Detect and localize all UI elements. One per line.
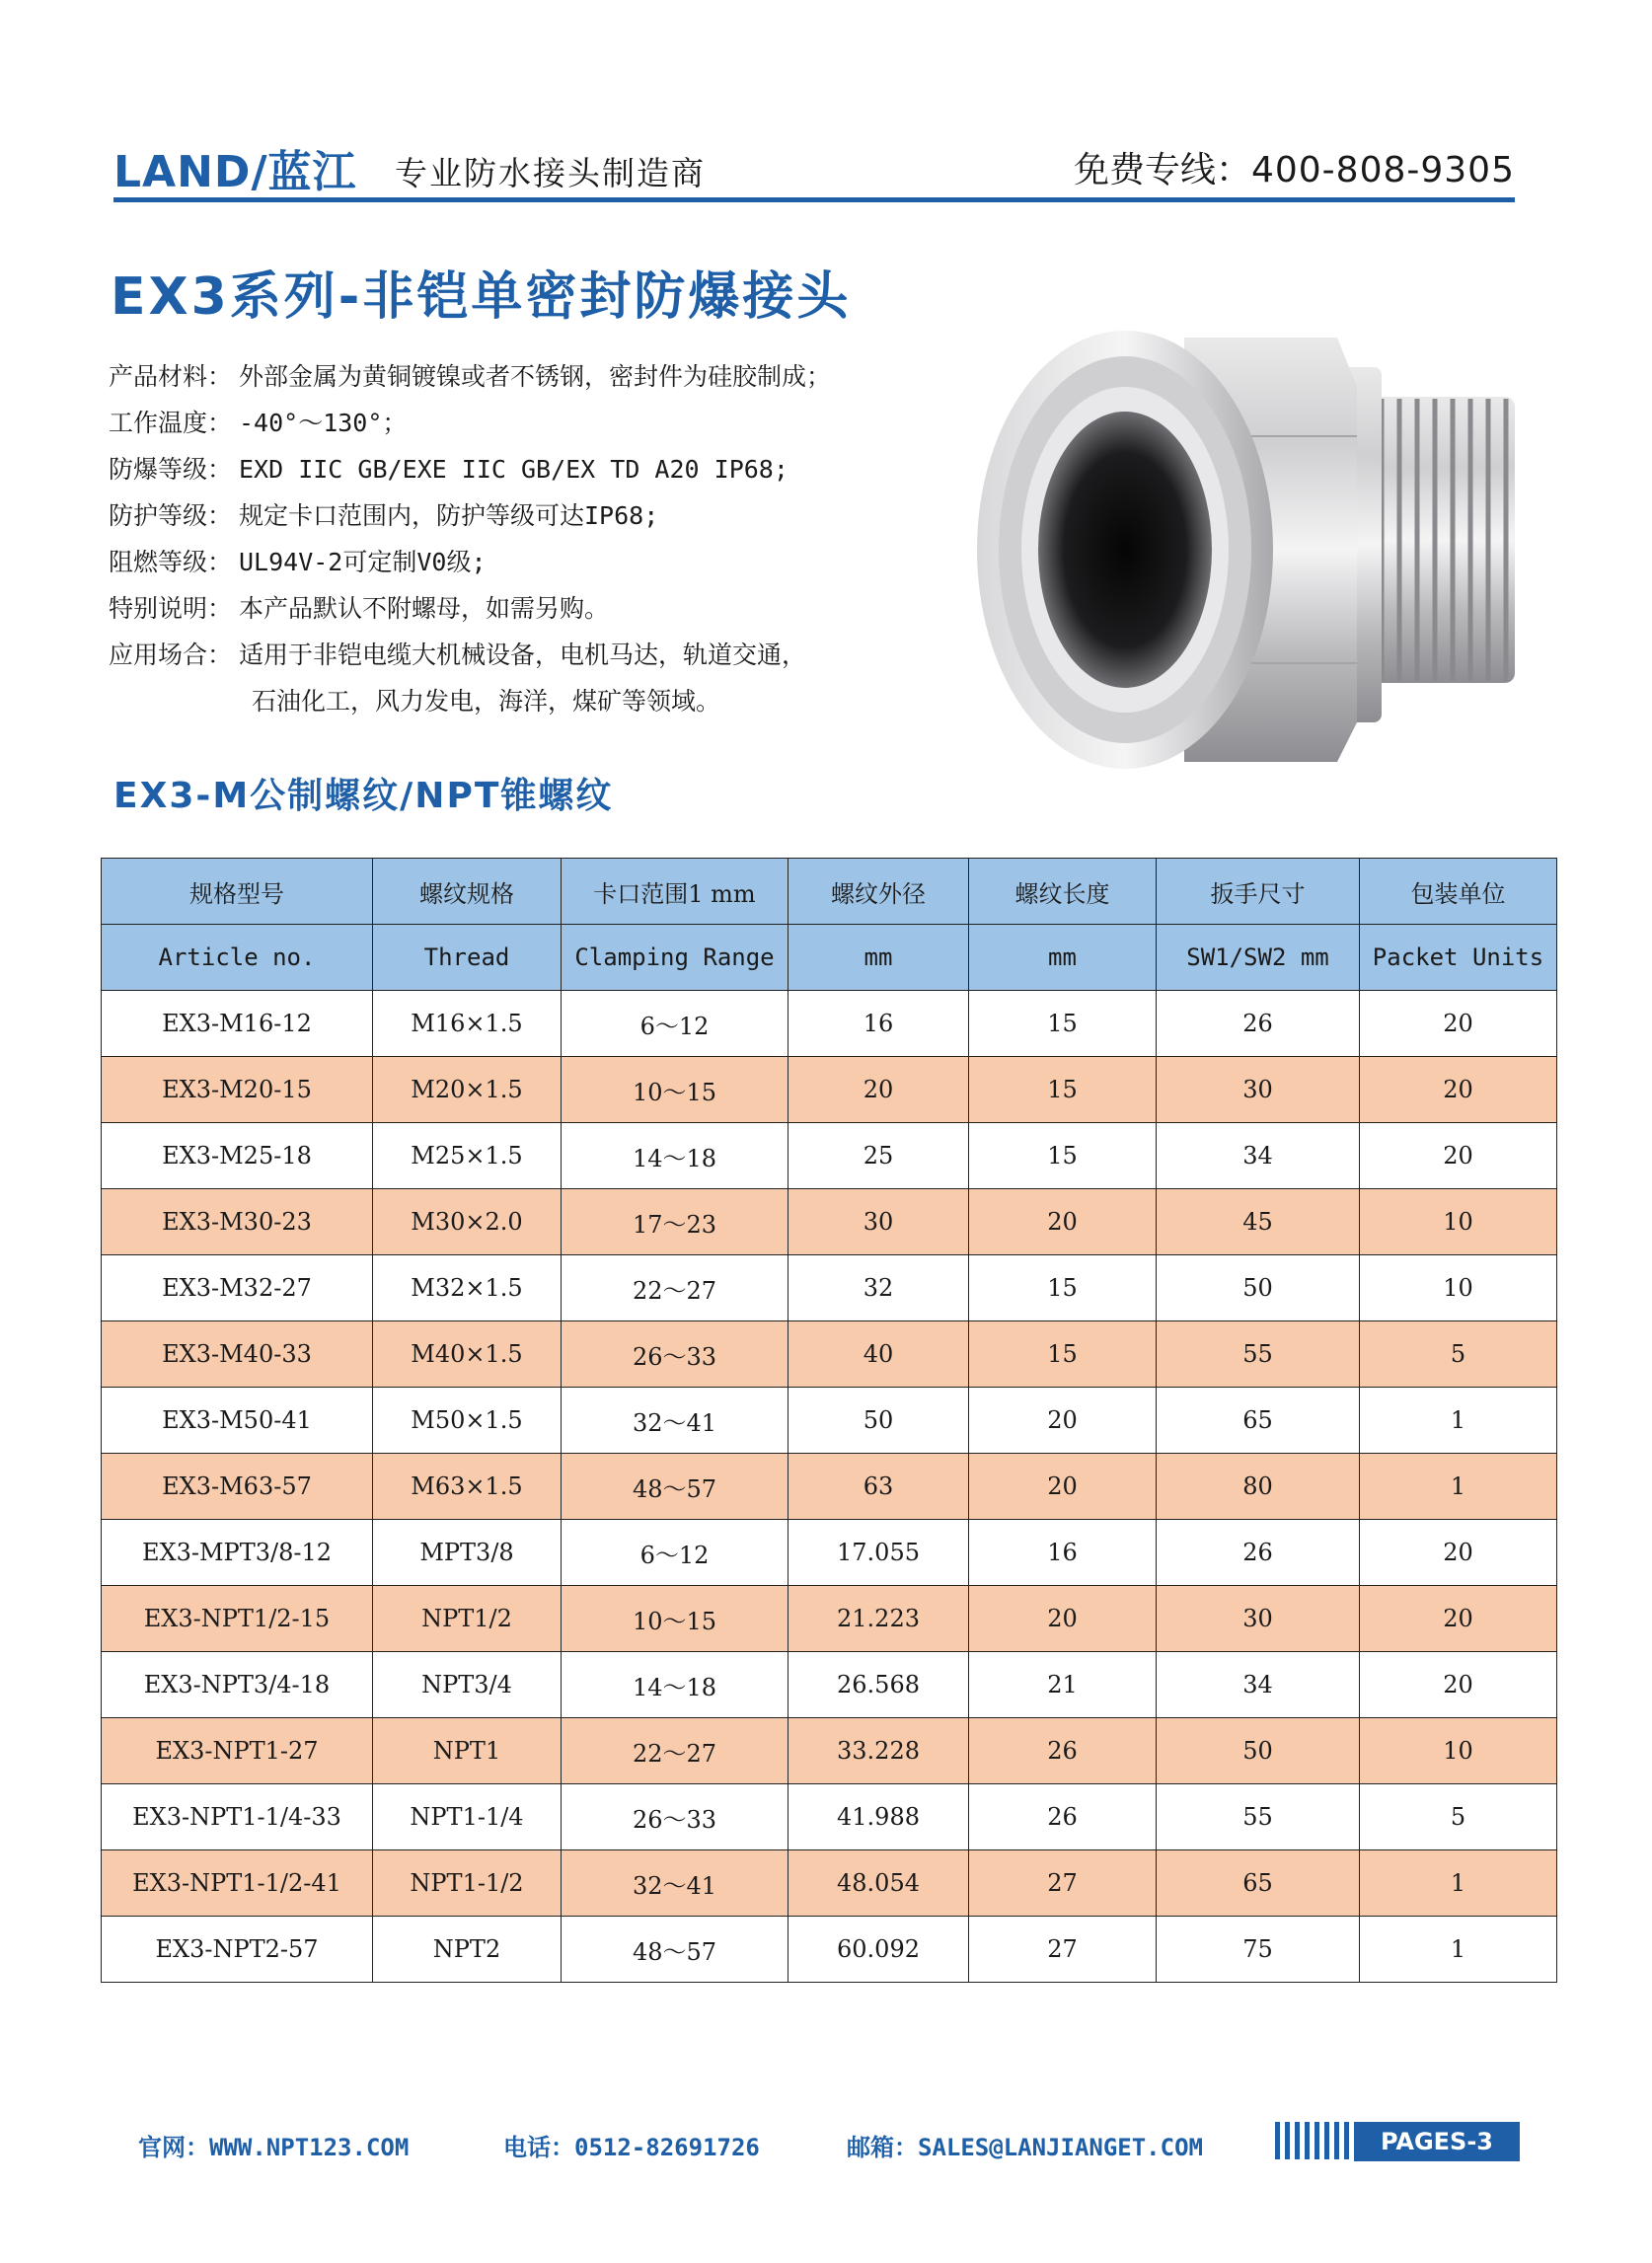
table-cell: 26: [969, 1784, 1157, 1850]
column-header: 卡口范围1 mm: [562, 859, 788, 925]
table-cell: EX3-NPT1-1/4-33: [102, 1784, 373, 1850]
table-cell: 17.055: [788, 1520, 969, 1586]
table-cell: 50: [1157, 1255, 1360, 1321]
table-cell: 1: [1360, 1917, 1557, 1983]
table-cell: 60.092: [788, 1917, 969, 1983]
spec-row: [109, 353, 977, 400]
table-row: [102, 1321, 1557, 1388]
table-cell: 10～15: [562, 1586, 788, 1652]
table-cell: 16: [788, 991, 969, 1057]
table-cell: 15: [969, 1255, 1157, 1321]
table-row: [102, 1388, 1557, 1454]
table-cell: 32: [788, 1255, 969, 1321]
table-cell: 25: [788, 1123, 969, 1189]
product-photo: [977, 328, 1530, 782]
table-cell: NPT3/4: [373, 1652, 562, 1718]
table-cell: 33.228: [788, 1718, 969, 1784]
hotline-label: 免费专线：: [1073, 150, 1251, 190]
brand-logo: LAND/蓝江: [113, 147, 357, 197]
section-subtitle: EX3-M公制螺纹/NPT锥螺纹: [113, 776, 614, 816]
table-cell: 1: [1360, 1454, 1557, 1520]
spec-value: 适用于非铠电缆大机械设备，电机马达，轨道交通，: [239, 641, 807, 669]
column-header: 扳手尺寸: [1157, 859, 1360, 925]
table-cell: 20: [969, 1454, 1157, 1520]
table-cell: EX3-M50-41: [102, 1388, 373, 1454]
table-cell: EX3-NPT3/4-18: [102, 1652, 373, 1718]
column-header: Thread: [373, 925, 562, 991]
table-body: [102, 991, 1557, 1983]
table-cell: 75: [1157, 1917, 1360, 1983]
table-cell: M20×1.5: [373, 1057, 562, 1123]
table-cell: 20: [969, 1388, 1157, 1454]
table-cell: 14～18: [562, 1652, 788, 1718]
table-header-cn: [102, 859, 1557, 925]
table-cell: 50: [788, 1388, 969, 1454]
spec-row: [109, 585, 977, 632]
table-cell: 26～33: [562, 1321, 788, 1388]
table-cell: 50: [1157, 1718, 1360, 1784]
table-cell: 45: [1157, 1189, 1360, 1255]
table-row: [102, 1917, 1557, 1983]
spec-value: 本产品默认不附螺母，如需另购。: [239, 594, 610, 623]
table-cell: 20: [788, 1057, 969, 1123]
table-cell: 65: [1157, 1388, 1360, 1454]
spec-row: [109, 400, 977, 446]
table-row: [102, 1850, 1557, 1917]
table-cell: 26: [1157, 991, 1360, 1057]
table-cell: 20: [969, 1189, 1157, 1255]
footer-phone: 电话：0512-82691726: [503, 2134, 760, 2161]
table-cell: 26: [1157, 1520, 1360, 1586]
table-cell: M25×1.5: [373, 1123, 562, 1189]
table-cell: 10: [1360, 1255, 1557, 1321]
table-cell: 48.054: [788, 1850, 969, 1917]
column-header: 规格型号: [102, 859, 373, 925]
table-cell: 10～15: [562, 1057, 788, 1123]
spec-value: 外部金属为黄铜镀镍或者不锈钢，密封件为硅胶制成；: [239, 362, 832, 391]
table-cell: 40: [788, 1321, 969, 1388]
table-cell: 48～57: [562, 1917, 788, 1983]
table-cell: 55: [1157, 1321, 1360, 1388]
table-cell: EX3-M25-18: [102, 1123, 373, 1189]
table-cell: 6～12: [562, 991, 788, 1057]
table-cell: 20: [1360, 1123, 1557, 1189]
table-cell: 27: [969, 1917, 1157, 1983]
table-cell: M32×1.5: [373, 1255, 562, 1321]
table-cell: 27: [969, 1850, 1157, 1917]
table-cell: M30×2.0: [373, 1189, 562, 1255]
table-cell: M50×1.5: [373, 1388, 562, 1454]
spec-label: 产品材料：: [109, 362, 233, 391]
table-row: [102, 1784, 1557, 1850]
table-cell: 20: [1360, 1652, 1557, 1718]
table-cell: 6～12: [562, 1520, 788, 1586]
hotline: [1074, 142, 1515, 192]
table-cell: 10: [1360, 1189, 1557, 1255]
table-cell: 5: [1360, 1784, 1557, 1850]
table-cell: 41.988: [788, 1784, 969, 1850]
spec-row: [109, 492, 977, 539]
table-cell: 15: [969, 1057, 1157, 1123]
table-row: [102, 1255, 1557, 1321]
spec-value: UL94V-2可定制V0级;: [239, 548, 487, 576]
spec-label: 特别说明：: [109, 594, 233, 623]
spec-continuation: 石油化工，风力发电，海洋，煤矿等领域。: [252, 687, 721, 716]
table-cell: 15: [969, 991, 1157, 1057]
table-cell: 1: [1360, 1388, 1557, 1454]
table-cell: 30: [1157, 1586, 1360, 1652]
table-cell: 20: [1360, 1586, 1557, 1652]
spec-label: 防护等级：: [109, 501, 233, 530]
table-cell: NPT1-1/2: [373, 1850, 562, 1917]
table-cell: 32～41: [562, 1850, 788, 1917]
column-header: 包装单位: [1360, 859, 1557, 925]
table-cell: EX3-M20-15: [102, 1057, 373, 1123]
column-header: 螺纹长度: [969, 859, 1157, 925]
column-header: 螺纹规格: [373, 859, 562, 925]
column-header: Clamping Range: [562, 925, 788, 991]
table-row: [102, 1189, 1557, 1255]
table-cell: M40×1.5: [373, 1321, 562, 1388]
table-cell: EX3-MPT3/8-12: [102, 1520, 373, 1586]
spec-row: [109, 446, 977, 492]
table-row: [102, 1520, 1557, 1586]
table-cell: 1: [1360, 1850, 1557, 1917]
page-number: PAGES-3: [1354, 2122, 1520, 2161]
table-cell: 30: [788, 1189, 969, 1255]
header-divider: [113, 197, 1515, 202]
page-header: [113, 118, 1515, 207]
table-cell: EX3-M32-27: [102, 1255, 373, 1321]
table-cell: EX3-M40-33: [102, 1321, 373, 1388]
footer-website: 官网：WWW.NPT123.COM: [138, 2134, 410, 2161]
table-cell: EX3-NPT1-27: [102, 1718, 373, 1784]
table-cell: 22～27: [562, 1255, 788, 1321]
table-cell: 65: [1157, 1850, 1360, 1917]
table-cell: 20: [1360, 991, 1557, 1057]
table-cell: 15: [969, 1321, 1157, 1388]
table-cell: 55: [1157, 1784, 1360, 1850]
table-cell: 34: [1157, 1123, 1360, 1189]
table-cell: NPT2: [373, 1917, 562, 1983]
table-cell: NPT1-1/4: [373, 1784, 562, 1850]
table-cell: NPT1/2: [373, 1586, 562, 1652]
hotline-number: 400-808-9305: [1250, 150, 1515, 190]
spec-table: [101, 858, 1557, 1983]
table-header-en: [102, 925, 1557, 991]
table-cell: EX3-NPT1/2-15: [102, 1586, 373, 1652]
company-slogan: 专业防水接头制造商: [395, 154, 706, 192]
table-cell: 30: [1157, 1057, 1360, 1123]
spec-value: 规定卡口范围内，防护等级可达IP68;: [239, 501, 659, 530]
table-row: [102, 1123, 1557, 1189]
table-cell: 34: [1157, 1652, 1360, 1718]
table-row: [102, 991, 1557, 1057]
table-cell: 15: [969, 1123, 1157, 1189]
table-cell: 5: [1360, 1321, 1557, 1388]
table-row: [102, 1586, 1557, 1652]
table-cell: 20: [1360, 1057, 1557, 1123]
table-cell: 21.223: [788, 1586, 969, 1652]
table-cell: MPT3/8: [373, 1520, 562, 1586]
column-header: Packet Units: [1360, 925, 1557, 991]
spec-label: 应用场合：: [109, 641, 233, 669]
table-cell: 63: [788, 1454, 969, 1520]
page-title: EX3系列-非铠单密封防爆接头: [111, 267, 852, 327]
spec-row: [109, 632, 977, 678]
page-footer: [138, 2122, 1520, 2161]
spec-value: EXD IIC GB/EXE IIC GB/EX TD A20 IP68;: [239, 455, 788, 484]
table-cell: 16: [969, 1520, 1157, 1586]
footer-email: 邮箱：SALES@LANJIANGET.COM: [847, 2134, 1203, 2161]
table-cell: EX3-NPT2-57: [102, 1917, 373, 1983]
table-cell: 26.568: [788, 1652, 969, 1718]
table-cell: EX3-M63-57: [102, 1454, 373, 1520]
table-row: [102, 1057, 1557, 1123]
spec-label: 工作温度：: [109, 409, 233, 437]
table-cell: M63×1.5: [373, 1454, 562, 1520]
product-specs: [109, 353, 977, 724]
column-header: 螺纹外径: [788, 859, 969, 925]
table-cell: 80: [1157, 1454, 1360, 1520]
table-cell: 20: [969, 1586, 1157, 1652]
table-cell: 26～33: [562, 1784, 788, 1850]
table-row: [102, 1718, 1557, 1784]
spec-row: [109, 539, 977, 585]
table-cell: EX3-NPT1-1/2-41: [102, 1850, 373, 1917]
spec-label: 阻燃等级：: [109, 548, 233, 576]
table-cell: 48～57: [562, 1454, 788, 1520]
table-cell: EX3-M16-12: [102, 991, 373, 1057]
table-cell: 20: [1360, 1520, 1557, 1586]
column-header: mm: [969, 925, 1157, 991]
table-cell: 26: [969, 1718, 1157, 1784]
table-cell: 21: [969, 1652, 1157, 1718]
column-header: mm: [788, 925, 969, 991]
table-cell: 22～27: [562, 1718, 788, 1784]
table-cell: 32～41: [562, 1388, 788, 1454]
table-cell: 10: [1360, 1718, 1557, 1784]
spec-value: -40°～130°；: [239, 409, 408, 437]
table-row: [102, 1454, 1557, 1520]
table-cell: 17～23: [562, 1189, 788, 1255]
spec-label: 防爆等级：: [109, 455, 233, 484]
table-cell: EX3-M30-23: [102, 1189, 373, 1255]
table-cell: M16×1.5: [373, 991, 562, 1057]
table-row: [102, 1652, 1557, 1718]
column-header: Article no.: [102, 925, 373, 991]
table-cell: NPT1: [373, 1718, 562, 1784]
table-cell: 14～18: [562, 1123, 788, 1189]
column-header: SW1/SW2 mm: [1157, 925, 1360, 991]
